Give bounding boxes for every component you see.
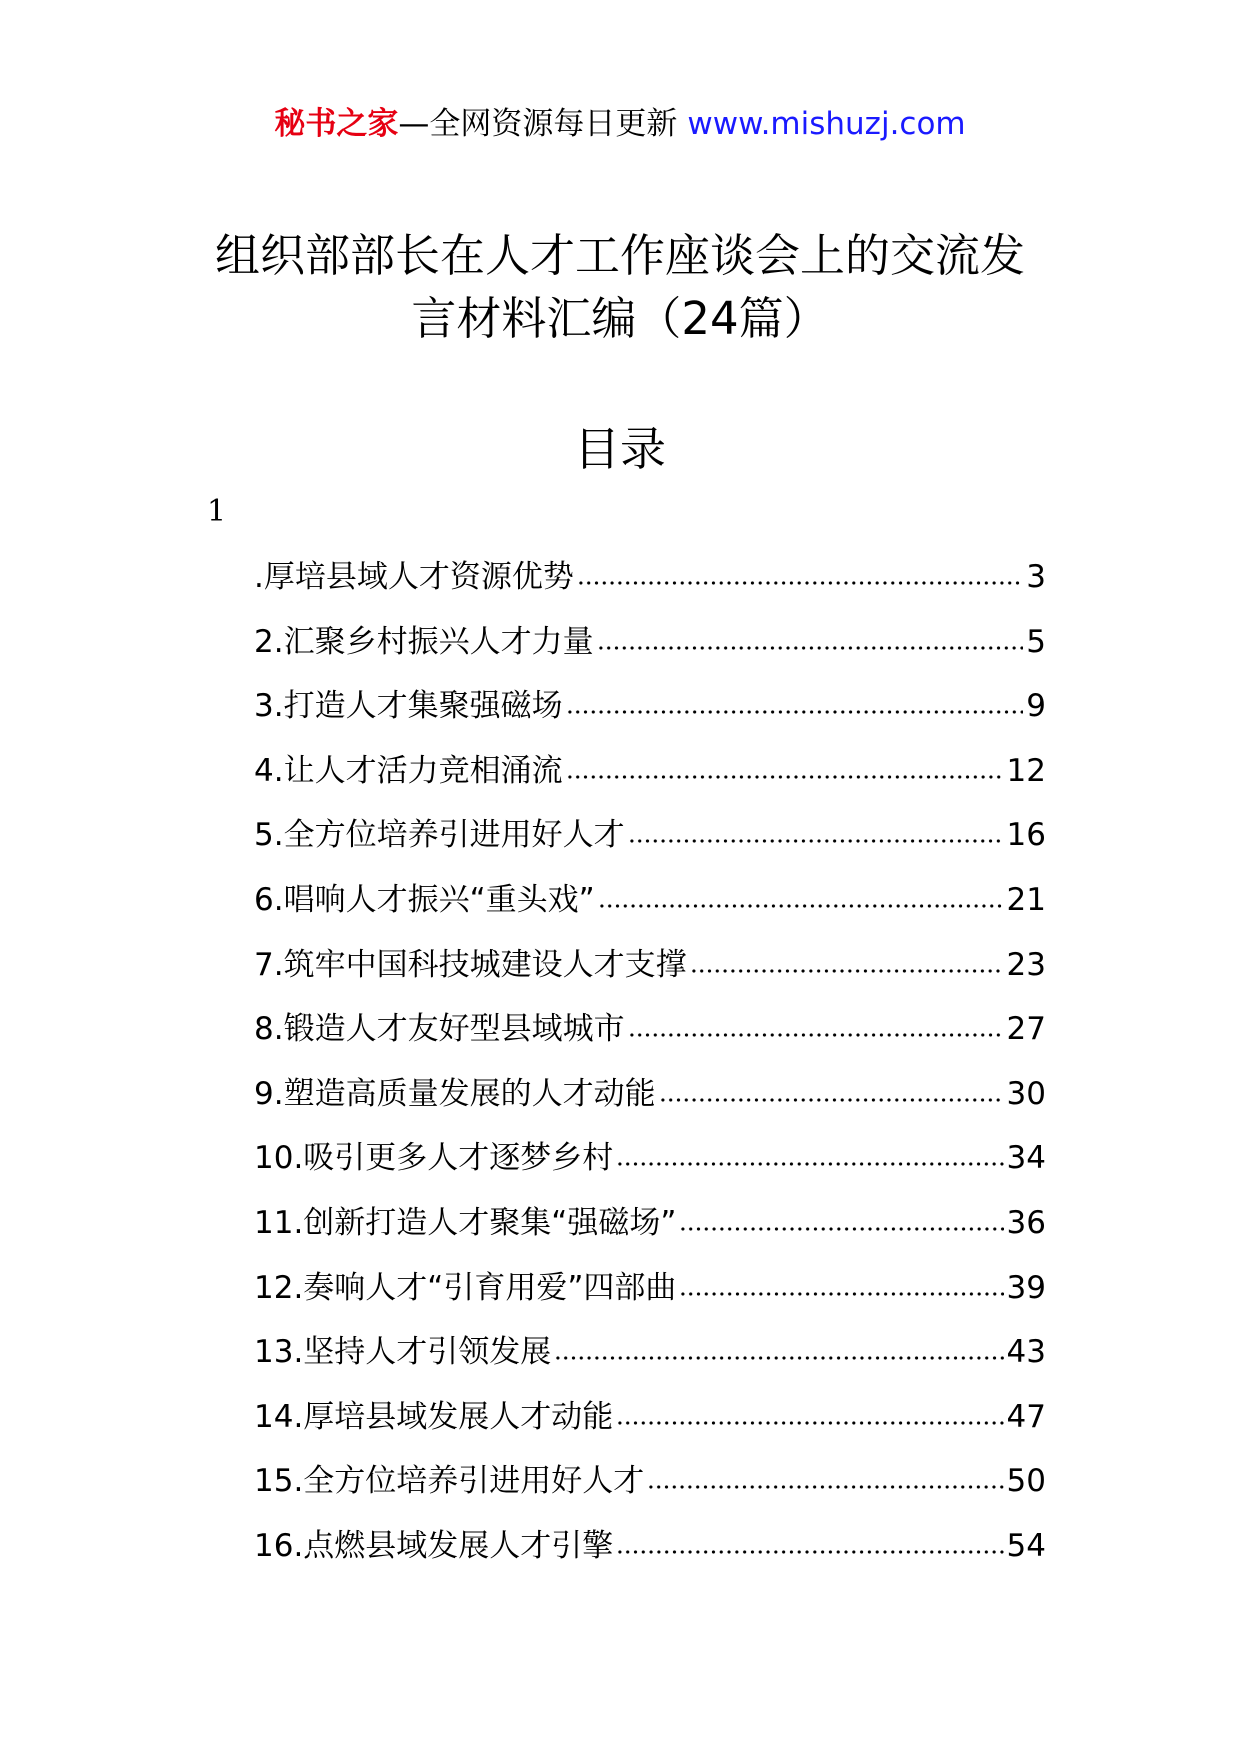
toc-item [254,868,1046,933]
toc-item [254,1062,1046,1127]
toc-leader-dots [616,1160,1003,1168]
site-url-link[interactable]: www.mishuzj.com [687,106,966,142]
toc-item [254,1256,1046,1321]
toc-item-page: 21 [1006,881,1046,918]
toc-item [254,1320,1046,1385]
toc-heading: 目录 [574,422,666,476]
toc-item [254,933,1046,998]
toc-item [254,1191,1046,1256]
toc-leader-dots [566,708,1024,716]
toc-leader-dots [616,1419,1003,1427]
toc-leader-dots [597,644,1024,652]
toc-item-label: 15.全方位培养引进用好人才 [254,1463,645,1500]
table-of-contents [254,545,1046,1579]
toc-leader-dots [628,837,1004,845]
toc-item-page: 34 [1006,1140,1046,1177]
toc-item-label: 6.唱响人才振兴“重头戏” [254,881,595,918]
toc-leader-dots [647,1483,1003,1491]
toc-leader-dots [628,1031,1004,1039]
toc-item-page: 5 [1026,623,1046,660]
toc-item [254,545,1046,610]
toc-item-label: 5.全方位培养引进用好人才 [254,817,625,854]
toc-item-page: 30 [1006,1075,1046,1112]
toc-item [254,997,1046,1062]
toc-item-label: 13.坚持人才引领发展 [254,1334,552,1371]
toc-item-page: 50 [1006,1463,1046,1500]
toc-item-page: 47 [1006,1398,1046,1435]
toc-item [254,610,1046,675]
title-line-2: 言材料汇编（24篇） [411,292,829,345]
toc-item [254,1514,1046,1579]
toc-item-page: 27 [1006,1011,1046,1048]
toc-item [254,739,1046,804]
toc-leader-dots [690,967,1004,975]
toc-leader-dots [616,1548,1003,1556]
toc-item-page: 36 [1006,1204,1046,1241]
toc-item-label: 10.吸引更多人才逐梦乡村 [254,1140,614,1177]
toc-leader-dots [554,1354,1003,1362]
toc-item-page: 43 [1006,1334,1046,1371]
toc-item-page: 9 [1026,688,1046,725]
toc-leader-dots [679,1290,1003,1298]
toc-stray-number: 1 [207,494,227,529]
toc-item-page: 23 [1006,946,1046,983]
toc-item [254,803,1046,868]
title-line-1: 组织部部长在人才工作座谈会上的交流发 [214,229,1025,282]
toc-item-page: 54 [1006,1527,1046,1564]
toc-item [254,1385,1046,1450]
toc-leader-dots [566,773,1004,781]
toc-leader-dots [679,1225,1003,1233]
toc-item-page: 39 [1006,1269,1046,1306]
document-title [0,224,1240,350]
toc-item-label: 12.奏响人才“引育用爱”四部曲 [254,1269,677,1306]
toc-item-page: 12 [1006,752,1046,789]
toc-item-label: 8.锻造人才友好型县域城市 [254,1011,625,1048]
toc-item-label: 3.打造人才集聚强磁场 [254,688,563,725]
header-tagline: —全网资源每日更新 [398,106,678,142]
toc-leader-dots [598,902,1004,910]
toc-item-label: 4.让人才活力竞相涌流 [254,752,563,789]
toc-item-label: 11.创新打造人才聚集“强磁场” [254,1204,677,1241]
toc-item [254,674,1046,739]
toc-leader-dots [577,579,1023,587]
toc-item-page: 3 [1026,559,1046,595]
toc-item-label: 14.厚培县域发展人才动能 [254,1398,614,1435]
toc-item-page: 16 [1006,817,1046,854]
toc-item [254,1449,1046,1514]
toc-item [254,1126,1046,1191]
toc-item-label: 9.塑造高质量发展的人才动能 [254,1075,656,1112]
toc-leader-dots [659,1096,1004,1104]
brand-name: 秘书之家 [274,106,399,142]
site-header [0,100,1240,148]
toc-item-label: .厚培县域人才资源优势 [254,559,574,595]
toc-item-label: 7.筑牢中国科技城建设人才支撑 [254,946,687,983]
toc-item-label: 2.汇聚乡村振兴人才力量 [254,623,594,660]
toc-item-label: 16.点燃县域发展人才引擎 [254,1527,614,1564]
